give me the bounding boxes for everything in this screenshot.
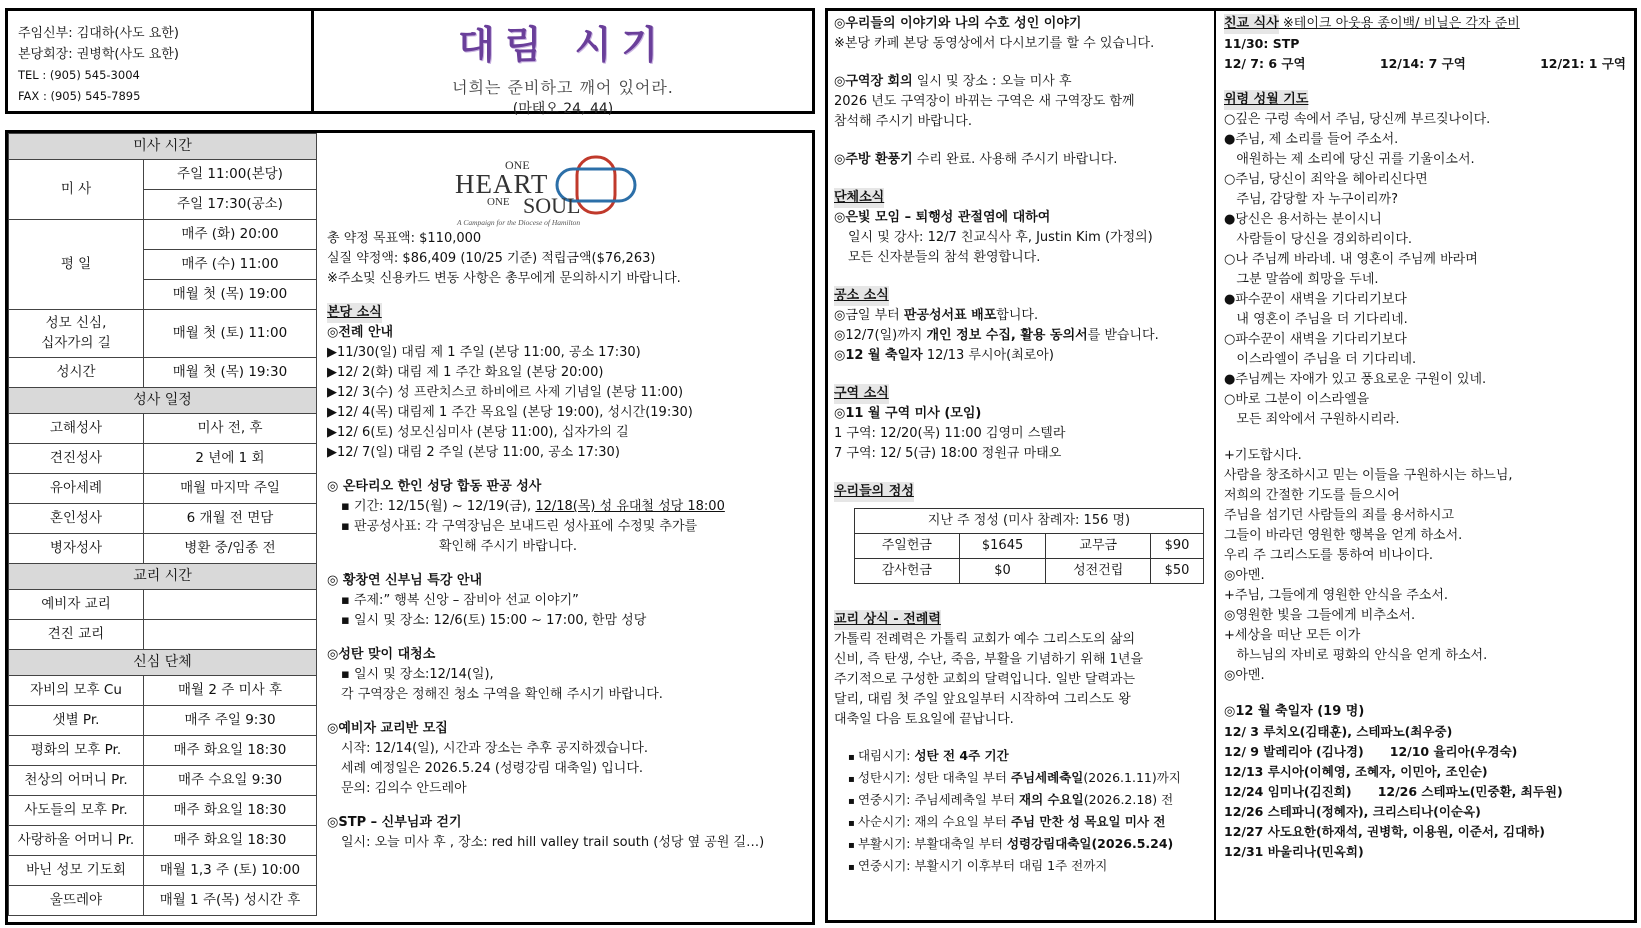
- prayer-line: ○나 주님께 바라네. 내 영혼이 주님께 바라며: [1224, 252, 1478, 267]
- schedule-label: 견진성사: [9, 444, 144, 474]
- liturgical-year-line: 주기적으로 구성한 교회의 달력입니다. 일반 달력과는: [834, 672, 1136, 687]
- schedule-row: [9, 358, 317, 388]
- ontario-form-cont: 확인해 주시기 바랍니다.: [439, 539, 577, 554]
- schedule-label: 자비의 모후 Cu: [9, 676, 144, 706]
- schedule-value: 매주 (화) 20:00: [144, 220, 317, 250]
- prayer-line: ●주님, 제 소리를 들어 주소서.: [1224, 132, 1399, 147]
- schedule-label: 혼인성사: [9, 504, 144, 534]
- right-panel: [825, 8, 1637, 923]
- schedule-label: 샛별 Pr.: [9, 706, 144, 736]
- schedule-section-heading: 교리 시간: [9, 564, 317, 590]
- liturgical-season-item: ▪ 성탄시기: 성탄 대축일 부터 주님세례축일(2026.1.11)까지: [848, 768, 1208, 790]
- ontario-period-text: ▪ 기간: 12/15(월) ~ 12/19(금),: [341, 499, 536, 514]
- liturgy-guide-item: ▶12/ 2(화) 대림 제 1 주간 화요일 (본당 20:00): [327, 365, 604, 380]
- feast-line: 12/26 스테파니(정혜자), 크리스티나(이순옥): [1224, 804, 1481, 819]
- parish-news-column: [321, 133, 813, 923]
- leader-meeting-when: 일시 및 장소 : 오늘 미사 후: [912, 74, 1072, 89]
- liturgy-guide-list: [327, 343, 807, 463]
- catechumen-contact: 문의: 김의수 안드레아: [341, 781, 467, 796]
- stp-detail: 일시: 오늘 미사 후 , 장소: red hill valley trail south (성당 옆 공원 길…): [341, 835, 765, 850]
- closing-prayer-line: +세상을 떠난 모든 이가: [1224, 628, 1361, 643]
- schedule-value: 매주 주일 9:30: [144, 706, 317, 736]
- closing-prayer-line: 우리 주 그리스도를 통하여 비나이다.: [1224, 548, 1434, 563]
- schedule-value: 미사 전, 후: [144, 414, 317, 444]
- liturgical-seasons-list: [834, 746, 1208, 878]
- liturgy-guide-item: ▶12/ 4(목) 대림제 1 주간 목요일 (본당 19:00), 성시간(19:30): [327, 405, 693, 420]
- bible-reference: (마태오 24, 44): [512, 101, 614, 118]
- meal-schedule: 12/ 7: 6 구역 12/14: 7 구역 12/21: 1 구역: [1224, 56, 1626, 71]
- ontario-period-highlight: 12/18(목) 성 유대철 성당 18:00: [535, 499, 725, 514]
- december-feast-list: [1224, 722, 1626, 862]
- prayer-line: 주님, 감당할 자 누구이리까?: [1224, 192, 1398, 207]
- closing-prayer-line: +주님, 그들에게 영원한 안식을 주소서.: [1224, 588, 1449, 603]
- liturgical-season-item: ▪ 연중시기: 주님세례축일 부터 재의 수요일(2026.2.18) 전: [848, 790, 1208, 812]
- prayer-line: ○파수꾼이 새벽을 기다리기보다: [1224, 332, 1407, 347]
- schedule-value: 매월 마지막 주일: [144, 474, 317, 504]
- lecture-heading: ◎ 황창연 신부님 특강 안내: [327, 573, 483, 588]
- schedule-value: 매월 첫 (목) 19:00: [144, 280, 317, 310]
- schedule-value: 병환 중/임종 전: [144, 534, 317, 564]
- liturgical-year-line: 대축일 다음 토요일에 끝납니다.: [834, 712, 1014, 727]
- lecture-topic: ▪ 주제:” 행복 신앙 – 잠비아 선교 이야기”: [341, 593, 579, 608]
- prayer-line: 내 영혼이 주님을 더 기다리네.: [1224, 312, 1408, 327]
- feast-line: 12/27 사도요한(하재석, 권병학, 이용원, 이준서, 김대하): [1224, 824, 1545, 839]
- schedule-row: [9, 590, 317, 620]
- feast-line: 12/ 9 발레리아 (김나경) 12/10 율리아(우경숙): [1224, 744, 1518, 759]
- schedule-row: [9, 444, 317, 474]
- meal-note: ※테이크 아웃용 종이백/ 비닐은 각자 준비: [1278, 16, 1520, 31]
- schedule-value: 매월 1,3 주 (토) 10:00: [144, 856, 317, 886]
- prayer-line: 그분 말씀에 희망을 두네.: [1224, 272, 1379, 287]
- schedule-value: 매주 화요일 18:30: [144, 736, 317, 766]
- schedule-value: 6 개월 전 면담: [144, 504, 317, 534]
- schedule-value: 주일 17:30(공소): [144, 190, 317, 220]
- schedule-label: 고해성사: [9, 414, 144, 444]
- schedule-label: 평 일: [9, 220, 144, 310]
- silver-meeting-heading: ◎은빛 모임 – 퇴행성 관절염에 대하여: [834, 210, 1051, 225]
- liturgy-guide-item: ▶12/ 3(수) 성 프란치스코 하비에르 사제 기념일 (본당 11:00): [327, 385, 684, 400]
- logo-soul: SOUL: [523, 193, 581, 218]
- schedule-table: [8, 133, 317, 916]
- season-subtitle: 너희는 준비하고 깨어 있어라.: [452, 78, 674, 98]
- prayer-line: ○바로 그분이 이스라엘을: [1224, 392, 1370, 407]
- offering-table: 지난 주 정성 (미사 참례자: 156 명) 주일헌금 $1645 교무금 $90 감사헌금 $0 성전건립 $50: [854, 508, 1204, 584]
- liturgical-season-item: ▪ 대림시기: 성탄 전 4주 기간: [848, 746, 1208, 768]
- liturgical-year-text: [834, 630, 1208, 730]
- meal-l1: 11/30: STP: [1224, 36, 1300, 51]
- schedule-row: [9, 504, 317, 534]
- schedule-row: [9, 220, 317, 250]
- schedule-value: 매주 수요일 9:30: [144, 766, 317, 796]
- catechumen-start: 시작: 12/14(일), 시간과 장소는 추후 공지하겠습니다.: [341, 741, 648, 756]
- schedule-label: 사도들의 모후 Pr.: [9, 796, 144, 826]
- closing-prayer-line: 하느님의 자비로 평화의 안식을 얻게 하소서.: [1224, 648, 1488, 663]
- president-text: 본당회장: 권병학(사도 요한): [18, 47, 179, 62]
- cleaning-when: ▪ 일시 및 장소:12/14(일),: [341, 667, 494, 682]
- schedule-label: 천상의 어머니 Pr.: [9, 766, 144, 796]
- closing-prayer-line: ◎영원한 빛을 그들에게 비추소서.: [1224, 608, 1416, 623]
- ontario-form: ▪ 판공성사표: 각 구역장님은 보내드린 성사표에 수정및 추가를: [341, 519, 698, 534]
- feast-line: 12/13 루시아(이혜영, 조혜자, 이민아, 조인순): [1224, 764, 1488, 779]
- schedule-value: [144, 620, 317, 650]
- schedule-row: [9, 160, 317, 190]
- prayer-line: 사람들이 당신을 경외하리이다.: [1224, 232, 1413, 247]
- pastor-text: 주임신부: 김대하(사도 요한): [18, 26, 179, 41]
- schedule-label: 바닌 성모 기도회: [9, 856, 144, 886]
- groups-heading: 단체소식: [834, 188, 884, 208]
- schedule-label: 예비자 교리: [9, 590, 144, 620]
- schedule-value: 매주 화요일 18:30: [144, 796, 317, 826]
- mission-l3: ◎12 월 축일자 12/13 루시아(최로아): [834, 348, 1054, 363]
- liturgical-season-item: ▪ 연중시기: 부활시기 이후부터 대림 1주 전까지: [848, 856, 1208, 878]
- schedule-row: [9, 310, 317, 358]
- story-heading: ◎우리들의 이야기와 나의 수호 성인 이야기: [834, 16, 1082, 31]
- offering-caption: 지난 주 정성 (미사 참례자: 156 명): [855, 509, 1204, 534]
- schedule-section-heading: 미사 시간: [9, 134, 317, 160]
- prayer-column: [1216, 11, 1634, 920]
- schedule-row: [9, 766, 317, 796]
- closing-prayer-line: 사람을 창조하시고 믿는 이들을 구원하시는 하느님,: [1224, 468, 1513, 483]
- news-column: [828, 11, 1216, 920]
- district-l1: 1 구역: 12/20(목) 11:00 김영미 스텔라: [834, 426, 1066, 441]
- schedule-row: [9, 474, 317, 504]
- schedule-row: [9, 886, 317, 916]
- closing-prayer-line: 주님을 섬기던 사람들의 죄를 용서하시고: [1224, 508, 1455, 523]
- liturgical-year-line: 신비, 즉 탄생, 수난, 죽음, 부활을 기념하기 위해 1년을: [834, 652, 1144, 667]
- liturgical-year-line: 달리, 대림 첫 주일 앞요일부터 시작하여 그리스도 왕: [834, 692, 1131, 707]
- feast-line: 12/ 3 루치오(김태훈), 스테파노(최우중): [1224, 724, 1453, 739]
- schedule-value: 매주 화요일 18:30: [144, 826, 317, 856]
- schedule-value: 매월 첫 (목) 19:30: [144, 358, 317, 388]
- schedule-section-heading: 신심 단체: [9, 650, 317, 676]
- liturgical-season-item: ▪ 부활시기: 부활대축일 부터 성령강림대축일(2026.5.24): [848, 834, 1208, 856]
- schedule-value: [144, 590, 317, 620]
- season-title: 대림 시기: [457, 22, 669, 67]
- schedule-row: [9, 414, 317, 444]
- closing-prayer-line: ◎아멘.: [1224, 668, 1265, 683]
- liturgical-year-heading: 교리 상식 - 전례력: [834, 610, 941, 630]
- schedule-row: [9, 620, 317, 650]
- closing-prayer-lines: [1224, 446, 1626, 686]
- header-title-box: [311, 8, 815, 118]
- campaign-actual: 실질 약정액: $86,409 (10/25 기준) 적립금액($76,263): [327, 251, 656, 266]
- stp-heading: ◎STP – 신부님과 걷기: [327, 815, 462, 830]
- cleaning-heading: ◎성탄 맞이 대청소: [327, 647, 436, 662]
- closing-prayer-line: 저희의 간절한 기도를 들으시어: [1224, 488, 1400, 503]
- ontario-confession-heading: ◎ 온타리오 한인 성당 합동 판공 성사: [327, 479, 542, 494]
- logo-heart: HEART: [455, 169, 549, 199]
- closing-prayer-line: +기도합시다.: [1224, 448, 1302, 463]
- schedule-value: 2 년에 1 회: [144, 444, 317, 474]
- meal-heading: 친교 식사: [1224, 14, 1279, 34]
- tel-text: TEL : (905) 545-3004: [18, 68, 140, 82]
- district-heading: 구역 소식: [834, 384, 889, 404]
- cleaning-note: 각 구역장은 정해진 청소 구역을 확인해 주시기 바랍니다.: [341, 687, 663, 702]
- silver-meeting-l2: 모든 신자분들의 참석 환영합니다.: [848, 250, 1041, 265]
- schedule-label: 유아세례: [9, 474, 144, 504]
- logo-one-1: ONE: [505, 158, 530, 172]
- liturgical-year-line: 가톨릭 전례력은 가톨릭 교회가 예수 그리스도의 삶의: [834, 632, 1136, 647]
- schedule-label: 성시간: [9, 358, 144, 388]
- lecture-when: ▪ 일시 및 장소: 12/6(토) 15:00 ~ 17:00, 한맘 성당: [341, 613, 647, 628]
- liturgy-guide-item: ▶11/30(일) 대림 제 1 주일 (본당 11:00, 공소 17:30): [327, 345, 641, 360]
- ontario-period: [327, 497, 807, 517]
- schedule-section-heading: 성사 일정: [9, 388, 317, 414]
- schedule-label: 미 사: [9, 160, 144, 220]
- prayer-lines: [1224, 110, 1626, 430]
- kitchen-fan-note: 수리 완료. 사용해 주시기 바랍니다.: [912, 152, 1118, 167]
- schedule-label: 사랑하올 어머니 Pr.: [9, 826, 144, 856]
- schedule-label: 성모 신심, 십자가의 길: [9, 310, 144, 358]
- schedule-label: 평화의 모후 Pr.: [9, 736, 144, 766]
- schedule-label: 견진 교리: [9, 620, 144, 650]
- leader-meeting-heading: ◎구역장 회의: [834, 74, 913, 89]
- district-mass-heading: ◎11 월 구역 미사 (모임): [834, 406, 982, 421]
- mission-l2: ◎12/7(일)까지 개인 정보 수집, 활용 동의서를 받습니다.: [834, 328, 1159, 343]
- district-l2: 7 구역: 12/ 5(금) 18:00 정원규 마태오: [834, 446, 1062, 461]
- schedule-value: 매월 1 주(목) 성시간 후: [144, 886, 317, 916]
- silver-meeting-l1: 일시 및 강사: 12/7 친교식사 후, Justin Kim (가정의): [848, 230, 1153, 245]
- one-heart-one-soul-logo: [447, 147, 807, 229]
- schedule-row: [9, 796, 317, 826]
- liturgy-guide-heading: ◎전례 안내: [327, 325, 394, 340]
- schedule-value: 매월 2 주 미사 후: [144, 676, 317, 706]
- prayer-line: 애원하는 제 소리에 당신 귀를 기울이소서.: [1224, 152, 1475, 167]
- prayer-heading: 위령 성월 기도: [1224, 90, 1308, 110]
- december-feast-heading: ◎12 월 축일자 (19 명): [1224, 704, 1365, 719]
- mission-heading: 공소 소식: [834, 286, 889, 306]
- prayer-line: ●당신은 용서하는 분이시니: [1224, 212, 1382, 227]
- parish-news-heading: 본당 소식: [327, 303, 382, 323]
- schedule-label: 울뜨레야: [9, 886, 144, 916]
- feast-line: 12/31 바울리나(민옥희): [1224, 844, 1364, 859]
- logo-tagline: A Campaign for the Diocese of Hamilton: [457, 218, 581, 227]
- schedule-row: [9, 856, 317, 886]
- catechumen-baptism: 세례 예정일은 2026.5.24 (성령강림 대축일) 입니다.: [341, 761, 644, 776]
- schedule-row: [9, 826, 317, 856]
- story-note: ※본당 카페 본당 동영상에서 다시보기를 할 수 있습니다.: [834, 36, 1155, 51]
- liturgical-season-item: ▪ 사순시기: 재의 수요일 부터 주님 만찬 성 목요일 미사 전: [848, 812, 1208, 834]
- schedule-value: 주일 11:00(본당): [144, 160, 317, 190]
- kitchen-fan-heading: ◎주방 환풍기: [834, 152, 913, 167]
- logo-one-2: ONE: [487, 196, 510, 208]
- schedule-row: [9, 736, 317, 766]
- schedule-value: 매주 (수) 11:00: [144, 250, 317, 280]
- liturgy-guide-item: ▶12/ 6(토) 성모신심미사 (본당 11:00), 십자가의 길: [327, 425, 629, 440]
- campaign-note: ※주소및 신용카드 변동 사항은 총무에게 문의하시기 바랍니다.: [327, 271, 681, 286]
- schedule-row: [9, 534, 317, 564]
- left-panel: [5, 130, 815, 925]
- schedule-row: [9, 676, 317, 706]
- prayer-line: ○깊은 구렁 속에서 주님, 당신께 부르짖나이다.: [1224, 112, 1491, 127]
- leader-meeting-l3: 참석해 주시기 바랍니다.: [834, 114, 972, 129]
- mission-l1: ◎금일 부터 판공성서표 배포합니다.: [834, 308, 1039, 323]
- prayer-line: ●주님께는 자애가 있고 풍요로운 구원이 있네.: [1224, 372, 1487, 387]
- schedule-value: 매월 첫 (토) 11:00: [144, 310, 317, 358]
- closing-prayer-line: 그들이 바라던 영원한 행복을 얻게 하소서.: [1224, 528, 1463, 543]
- liturgy-guide-item: ▶12/ 7(일) 대림 2 주일 (본당 11:00, 공소 17:30): [327, 445, 620, 460]
- prayer-line: 이스라엘이 주님을 더 기다리네.: [1224, 352, 1417, 367]
- prayer-line: ○주님, 당신이 죄악을 헤아리신다면: [1224, 172, 1428, 187]
- prayer-line: ●파수꾼이 새벽을 기다리기보다: [1224, 292, 1407, 307]
- prayer-line: 모든 죄악에서 구원하시리라.: [1224, 412, 1400, 427]
- schedule-label: 병자성사: [9, 534, 144, 564]
- catechumen-heading: ◎예비자 교리반 모집: [327, 721, 448, 736]
- closing-prayer-line: ◎아멘.: [1224, 568, 1265, 583]
- feast-line: 12/24 임미나(김진희) 12/26 스테파노(민중환, 최두원): [1224, 784, 1563, 799]
- leader-meeting-l2: 2026 년도 구역장이 바뀌는 구역은 새 구역장도 함께: [834, 94, 1135, 109]
- campaign-goal: 총 약정 목표액: $110,000: [327, 231, 482, 246]
- header-info-box: [5, 8, 314, 114]
- schedule-row: [9, 706, 317, 736]
- fax-text: FAX : (905) 545-7895: [18, 89, 141, 103]
- offering-heading: 우리들의 정성: [834, 482, 914, 502]
